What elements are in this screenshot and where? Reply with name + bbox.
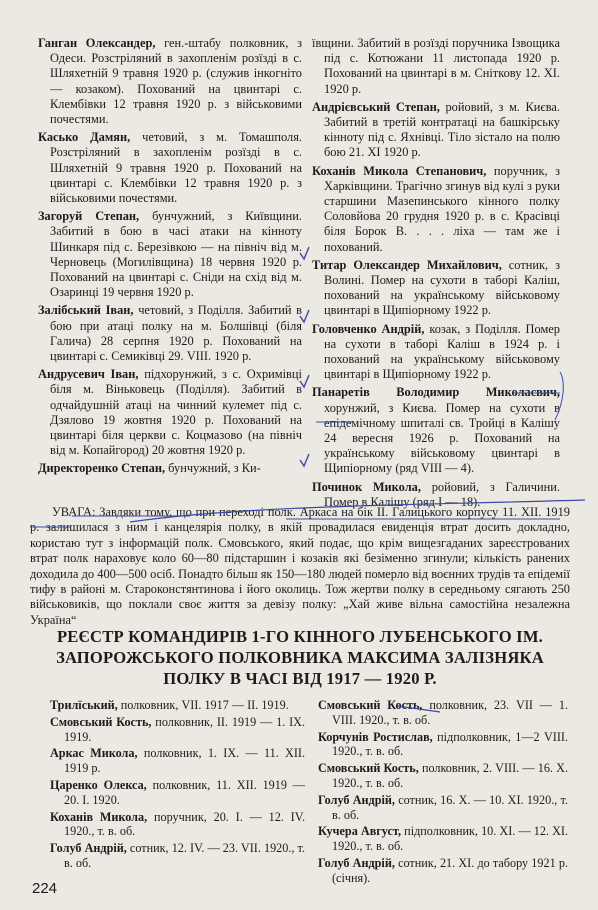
casualty-entry (38, 303, 302, 364)
entry-name: Коханів Микола Степанович, (312, 163, 487, 178)
right-column-entries (312, 36, 560, 513)
commander-term: полковник, VII. 1917 — II. 1919. (120, 698, 289, 712)
commander-term: сотник, 21. XI. до табору 1921 р. (січня). (332, 855, 569, 885)
entry-name: Касько Дамян, (38, 130, 131, 145)
registry-item (318, 730, 568, 760)
entry-text: ївщини. Забитий в розїзді поручника Ізвощика під с. Котюжани 11 листопада 1920 р. Похований на цвинтарі в м. Сніткову 12. XI. 1920 р. (312, 36, 560, 96)
commander-name: Кучера Август, (318, 824, 402, 839)
registry-item (50, 810, 305, 840)
entry-name: Панаретів Володимир Миколаєвич, (312, 385, 560, 400)
registry-item (50, 746, 305, 776)
casualty-entry (38, 461, 302, 476)
commander-term: сотник, 12. IV. — 23. VII. 1920., т. в. об. (64, 841, 306, 870)
commander-term: полковник, 11. XII. 1919 — 20. I. 1920. (64, 777, 305, 807)
casualty-entry (38, 209, 302, 300)
commander-name: Трилїський, (50, 698, 118, 712)
casualty-entry (38, 367, 302, 458)
casualty-entry (312, 100, 560, 161)
registry-item (318, 761, 568, 791)
commander-name: Царенко Олекса, (50, 777, 147, 792)
page-number: 224 (32, 880, 58, 897)
commander-term: полковник, II. 1919 — 1. IX. 1919. (64, 714, 305, 744)
entry-text: ген.-штабу полковник, з Одеси. Розстріляний в захопленім розїзді в с. Шляхетній 9 травня 1920 р. (служив інкогніто — козаком). Похований на цвинтарі с. Клембівки 12 травня 1920 р. з військовими почестями. (50, 36, 302, 127)
entry-name: Загоруй Степан, (38, 209, 140, 224)
registry-item (50, 778, 305, 808)
registry-item (50, 698, 305, 713)
entry-text: ройовий, з м. Києва. Забитий в третій контратаці на башкірську кінноту під с. Яхнівці. Тіло зістало на полю бою 21. XI 1920 р. (324, 99, 560, 160)
casualty-entry (312, 36, 560, 97)
entry-text: ройовий, з Галичини. Помер в Калішу (ряд I — 18). (324, 479, 560, 509)
commander-term: поручник, 20. I. — 12. IV. 1920., т. в. об. (64, 809, 305, 839)
entry-name: Директоренко Степан, (38, 461, 166, 476)
registry-item (50, 715, 305, 745)
commander-name: Голуб Андрій, (318, 792, 395, 807)
note-paragraph: УВАГА: Завдяки тому, що при переході полк. Аркаса на бік II. Галицького корпусу 11. XII. 1919 р. залишилася з ним і канцелярія полку, в якій провадилася евиденція втрат досить докладно, користаю тут з інформацій полк. Смовського, який подає, що крім вищезгаданих зареєстрованих втрат полк нараховує коло 60—80 підстаршин і козаків які безіменно згинули; кількість ранених доходила до 400—500 осіб. Понадто більш як 150—180 людей померло від воєнних трудів та епідемії тифу в районі м. Староконстянтинова і його околиць. Тож жертви полку в середньому сягають 250 військовиків, що поклали своє життя за девізу полку: „Хай живе вільна самостійна незалежна Україна“ (30, 505, 570, 627)
entry-text: сотник, з Волині. Помер на сухоти в таборі Каліш, похований на українському військовому цвинтарі в Щипіорному 1922 р. (324, 257, 560, 318)
casualty-entry (312, 322, 560, 383)
commanders-registry-left (50, 698, 305, 873)
commander-name: Корчунів Ростислав, (318, 729, 433, 744)
commander-term: полковник, 23. VII — 1. VIII. 1920., т. в. об. (332, 698, 568, 727)
entry-name: Андрусевич Іван, (38, 367, 139, 382)
casualty-entry (312, 258, 560, 319)
registry-item (318, 698, 568, 728)
commander-term: підполковник, 1—2 VIII. 1920., т. в. об. (332, 729, 568, 759)
registry-item (318, 793, 568, 823)
registry-item (318, 824, 568, 854)
commanders-registry-right (318, 698, 568, 888)
casualty-entry (312, 164, 560, 255)
casualty-entry (312, 385, 560, 476)
entry-text: бунчужний, з Київщини. Забитий в бою в часі атаки на кінноту Шинкаря під с. Березівкою — на північ від м. Черновець (Могилівщина) 18 червня 1920 р. Похований на цвинтарі с. Сніди на схід від м. Озаринці 19 червня 1920 р. (50, 209, 302, 300)
entry-name: Андрієвський Степан, (312, 99, 440, 114)
casualty-entry (38, 130, 302, 206)
registry-item (318, 856, 568, 886)
entry-text: козак, з Поділля. Помер на сухоти в таборі Каліш в 1924 р. і похований на українському військовому цвинтарі в Щипіорному 1922 р. (324, 321, 560, 382)
entry-text: четовий, з Поділля. Забитий в бою при атаці полку на м. Болшівці (біля Галича) 28 серпня 1920 р. Похований на цвинтарі с. Семиківці 29. VIII. 1920 р. (50, 303, 302, 364)
commander-name: Аркас Микола, (50, 746, 138, 761)
entry-name: Головченко Андрій, (312, 321, 425, 336)
registry-item (50, 841, 305, 871)
commander-name: Смовський Кость, (50, 714, 152, 729)
entry-text: хорунжий, з Києва. Помер на сухоти в епідемічному шпиталі св. Тройці в Калішу 24 вересня 1926 р. Похований на українському військовому цвинтарі в Щипіорному (ряд VIII — 4). (324, 400, 560, 476)
commander-term: полковник, 2. VIII. — 16. X. 1920., т. в. об. (332, 761, 568, 790)
entry-text: бунчужний, з Ки- (168, 461, 261, 476)
section-heading: РЕЄСТР КОМАНДИРІВ 1-ГО КІННОГО ЛУБЕНСЬКОГО ІМ. ЗАПОРОЖСЬКОГО ПОЛКОВНИКА МАКСИМА ЗАЛІЗНЯКА ПОЛКУ В ЧАСІ ВІД 1917 — 1920 Р. (56, 627, 544, 688)
entry-text: поручник, з Харківщини. Трагічно згинув від кулі з руки старшини Мазепинського кінного полку Соловйова 20 грудня 1920 р. в с. Красівці біля Борок В. . . . ліха — там же і похований. (324, 163, 560, 254)
commander-name: Голуб Андрій, (50, 841, 127, 856)
commander-name: Коханів Микола, (50, 809, 148, 824)
entry-name: Титар Олександер Михайлович, (312, 257, 502, 272)
entry-name: Починок Микола, (312, 479, 421, 494)
entry-text: четовий, з м. Томашполя. Розстріляний в захопленім розїзді в с. Шляхетній 9 травня 1920 р. Похований на цвинтарі с. Клембівки 12 травня 1920 р. з військовими почестями. (50, 130, 302, 206)
entry-name: Ганган Олександер, (38, 36, 156, 50)
commander-name: Смовський Кость, (318, 698, 423, 712)
commander-term: сотник, 16. X. — 10. XI. 1920., т. в. об. (332, 792, 568, 822)
commander-term: полковник, 1. IX. — 11. XII. 1919 р. (64, 746, 306, 776)
entry-name: Залібський Іван, (38, 303, 134, 318)
commander-term: підполковник, 10. XI. — 12. XI. 1920., т. в. об. (332, 824, 568, 854)
left-column-entries (38, 36, 302, 480)
casualty-entry (38, 36, 302, 127)
commander-name: Голуб Андрій, (318, 855, 395, 870)
entry-text: підхорунжий, з с. Охримівці біля м. Віньковець (Поділля). Забитий в одчайдушній атаці на чинний кулемет під с. Дзялово 19 жовтня 1920 р. Похований на цвинтарі біля церкви с. Коцмазово (на північ від м. Копайгород) 20 жовтня 1920 р. (50, 367, 302, 458)
commander-name: Смовський Кость, (318, 761, 419, 776)
